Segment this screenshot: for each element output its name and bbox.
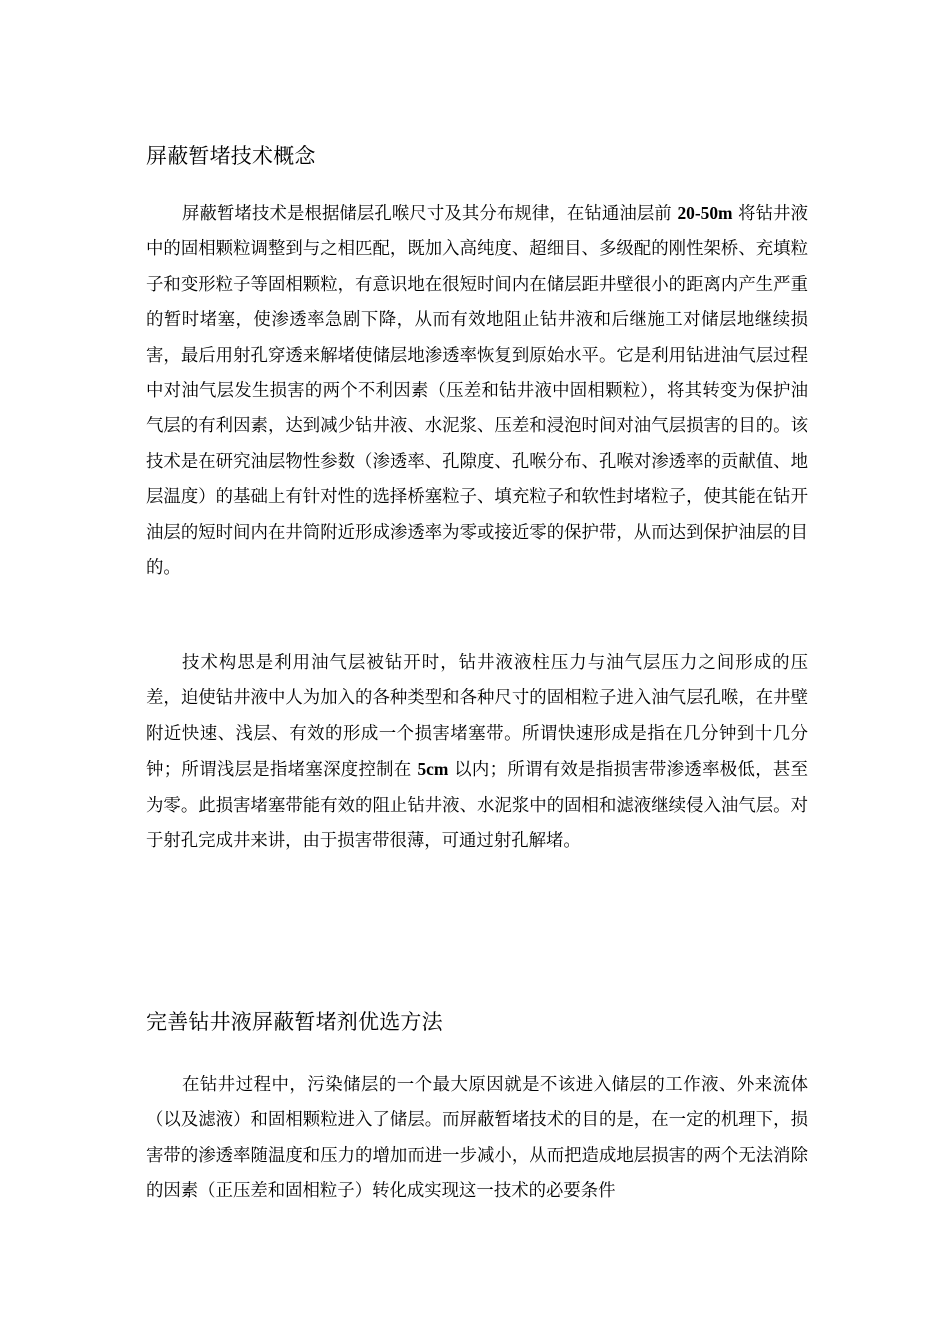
text-run: 屏蔽暂堵技术是根据储层孔喉尺寸及其分布规律，在钻通油层前 (182, 204, 678, 224)
text-run: 以内；所谓有效是指损害带渗透率极低，甚至为零。此损害堵塞带能有效的阻止钻井液、水泥浆中的固相和滤液继续侵入油气层。对于射孔完成井来讲，由于损害带很薄，可通过射孔解堵。 (146, 760, 809, 852)
section1-paragraph-1 (146, 196, 808, 586)
depth-range-value: 20-50m (677, 203, 733, 223)
text-run: 技术构思是利用油气层被钻开时，钻井液液柱压力与油气层压力之间形成的压差，迫使钻井液中人为加入的各种类型和各种尺寸的固相粒子进入油气层孔喉，在井壁附近快速、浅层、有效的形成一个损害堵塞带。所谓快速形成是指在几分钟到十几分钟；所谓浅层是指堵塞深度控制在 (146, 653, 808, 781)
section-heading-1: 屏蔽暂堵技术概念 (146, 144, 316, 168)
depth-limit-value: 5cm (417, 759, 449, 780)
section-heading-2: 完善钻井液屏蔽暂堵剂优选方法 (146, 1010, 443, 1034)
section1-paragraph-2 (146, 646, 808, 859)
section2-paragraph-1: 在钻井过程中，污染储层的一个最大原因就是不该进入储层的工作液、外来流体（以及滤液）和固相颗粒进入了储层。而屏蔽暂堵技术的目的是，在一定的机理下，损害带的渗透率随温度和压力的增加而进一步减小，从而把造成地层损害的两个无法消除的因素（正压差和固相粒子）转化成实现这一技术的必要条件 (146, 1075, 808, 1202)
text-run: 将钻井液中的固相颗粒调整到与之相匹配，既加入高纯度、超细目、多级配的刚性架桥、充填粒子和变形粒子等固相颗粒，有意识地在很短时间内在储层距井壁很小的距离内产生严重的暂时堵塞，使渗透率急剧下降，从而有效地阻止钻井液和后继施工对储层地继续损害，最后用射孔穿透来解堵使储层地渗透率恢复到原始水平。它是利用钻进油气层过程中对油气层发生损害的两个不利因素（压差和钻井液中固相颗粒），将其转变为保护油气层的有利因素，达到减少钻井液、水泥浆、压差和浸泡时间对油气层损害的目的。该技术是在研究油层物性参数（渗透率、孔隙度、孔喉分布、孔喉对渗透率的贡献值、地层温度）的基础上有针对性的选择桥塞粒子、填充粒子和软性封堵粒子，使其能在钻开油层的短时间内在井筒附近形成渗透率为零或接近零的保护带，从而达到保护油层的目的。 (146, 204, 809, 579)
